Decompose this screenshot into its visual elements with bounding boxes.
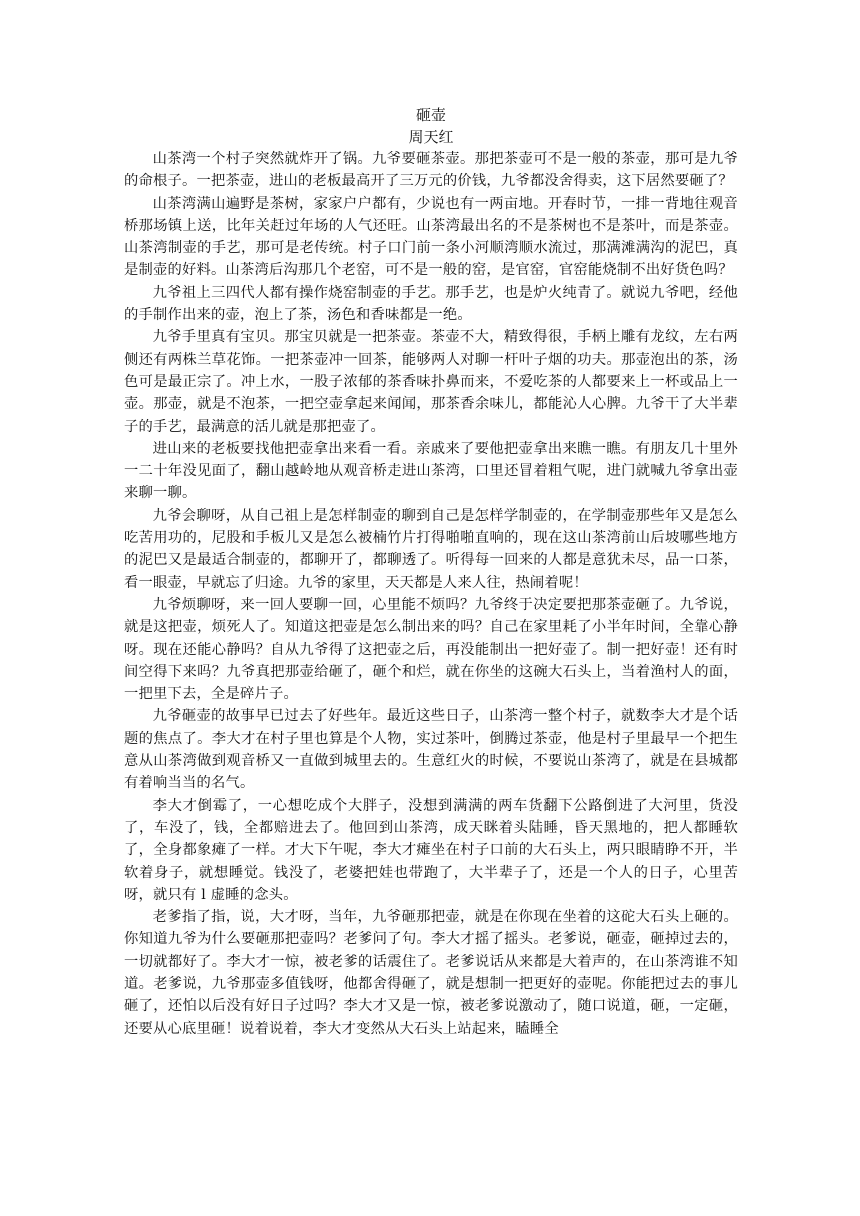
author-name: 周天红 xyxy=(408,128,454,146)
paragraph: 山茶湾一个村子突然就炸开了锅。九爷要砸茶壶。那把茶壶可不是一般的茶壶，那可是九爷的命根子。一把茶壶，进山的老板最高开了三万元的价钱，九爷都没舍得卖，这下居然要砸了？ xyxy=(124,151,738,190)
paragraph: 李大才倒霉了，一心想吃成个大胖子，没想到满满的两车货翻下公路倒进了大河里，货没了，车没了，钱，全都赔进去了。他回到山茶湾，成天眯着头陆睡，昏天黑地的，把人都睡软了，全身都象瘫了一样。才大下午呢，李大才瘫坐在村子口前的大石头上，两只眼睛睁不开，半软着身子，就想睡觉。钱没了，老婆把娃也带跑了，大半辈子了，还是一个人的日子，心里苦呀，就只有 l 虚睡的念头。 xyxy=(124,797,738,903)
paragraph: 九爷会聊呀，从自己祖上是怎样制壶的聊到自己是怎样学制壶的，在学制壶那些年又是怎么吃苦用功的，尼股和手板儿又是怎么被楠竹片打得啪啪直响的，现在这山茶湾前山后坡哪些地方的泥巴又是最适合制壶的，都聊开了，都聊透了。听得每一回来的人都是意犹未尽，品一口茶，看一眼壶，早就忘了归途。九爷的家里，天天都是人来人往，热闹着呢！ xyxy=(124,507,738,591)
paragraph: 九爷砸壶的故事早已过去了好些年。最近这些日子，山茶湾一整个村子，就数李大才是个话题的焦点了。李大才在村子里也算是个人物，实过茶叶，倒腾过茶壶，他是村子里最早一个把生意从山茶湾做到观音桥又一直做到城里去的。生意红火的时候，不要说山茶湾了，就是在县城都有着响当当的名气。 xyxy=(124,708,738,792)
paragraph: 山茶湾满山遍野是茶树，家家户户都有，少说也有一两亩地。开春时节，一排一背地往观音桥那场镇上送，比年关赶过年场的人气还旺。山茶湾最出名的不是茶树也不是茶叶，而是茶壶。山茶湾制壶的手艺，那可是老传统。村子口门前一条小河顺湾顺水流过，那满滩满沟的泥巴，真是制壶的好料。山茶湾后沟那几个老窑，可不是一般的窑，是官窑，官窑能烧制不出好货色吗？ xyxy=(124,195,738,279)
document-page xyxy=(124,104,738,1040)
story-title: 砸壶 xyxy=(415,106,446,124)
paragraph: 九爷祖上三四代人都有操作烧窑制壶的手艺。那手艺，也是炉火纯青了。就说九爷吧，经他的手制作出来的壶，泡上了茶，汤色和香味都是一绝。 xyxy=(124,284,738,324)
story-body xyxy=(124,148,738,1040)
paragraph: 老爹指了指，说，大才呀，当年，九爷砸那把壶，就是在你现在坐着的这砣大石头上砸的。你知道九爷为什么要砸那把壶吗？老爹问了句。李大才摇了摇头。老爹说，砸壶，砸掉过去的，一切就都好了。李大才一惊，被老爹的话震住了。老爹说话从来都是大着声的，在山茶湾谁不知道。老爹说，九爷那壶多值钱呀，他都舍得砸了，就是想制一把更好的壶呢。你能把过去的事儿砸了，还怕以后没有好日子过吗？李大才又是一惊，被老爹说激动了，随口说道，砸，一定砸，还要从心底里砸！说着说着，李大才变然从大石头上站起来，瞌睡全 xyxy=(124,909,738,1037)
paragraph: 进山来的老板要找他把壶拿出来看一看。亲戚来了要他把壶拿出来瞧一瞧。有朋友几十里外一二十年没见面了，翻山越岭地从观音桥走进山茶湾，口里还冒着粗气呢，进门就喊九爷拿出壶来聊一聊。 xyxy=(124,440,738,502)
paragraph: 九爷烦聊呀，来一回人要聊一回，心里能不烦吗？九爷终于决定要把那茶壶砸了。九爷说，就是这把壶，烦死人了。知道这把壶是怎么制出来的吗？自己在家里耗了小半年时间，全靠心静呀。现在还能心静吗？自从九爷得了这把壶之后，再没能制出一把好壶了。制一把好壶！还有时间空得下来吗？九爷真把那壶给砸了，砸个和烂，就在你坐的这碗大石头上，当着渔村人的面，一把里下去，全是碎片子。 xyxy=(124,596,738,703)
paragraph: 九爷手里真有宝贝。那宝贝就是一把茶壶。茶壶不大，精致得很，手柄上雕有龙纹，左右两侧还有两株兰草花饰。一把茶壶冲一回茶，能够两人对聊一杆叶子烟的功夫。那壶泡出的茶，汤色可是最正宗了。冲上水，一股子浓郁的茶香味扑鼻而来，不爱吃茶的人都要来上一杯或品上一壶。那壶，就是不泡茶，一把空壶拿起来闻闻，那茶香余味儿，都能沁人心脾。九爷干了大半辈子的手艺，最满意的活儿就是那把壶了。 xyxy=(124,329,738,435)
